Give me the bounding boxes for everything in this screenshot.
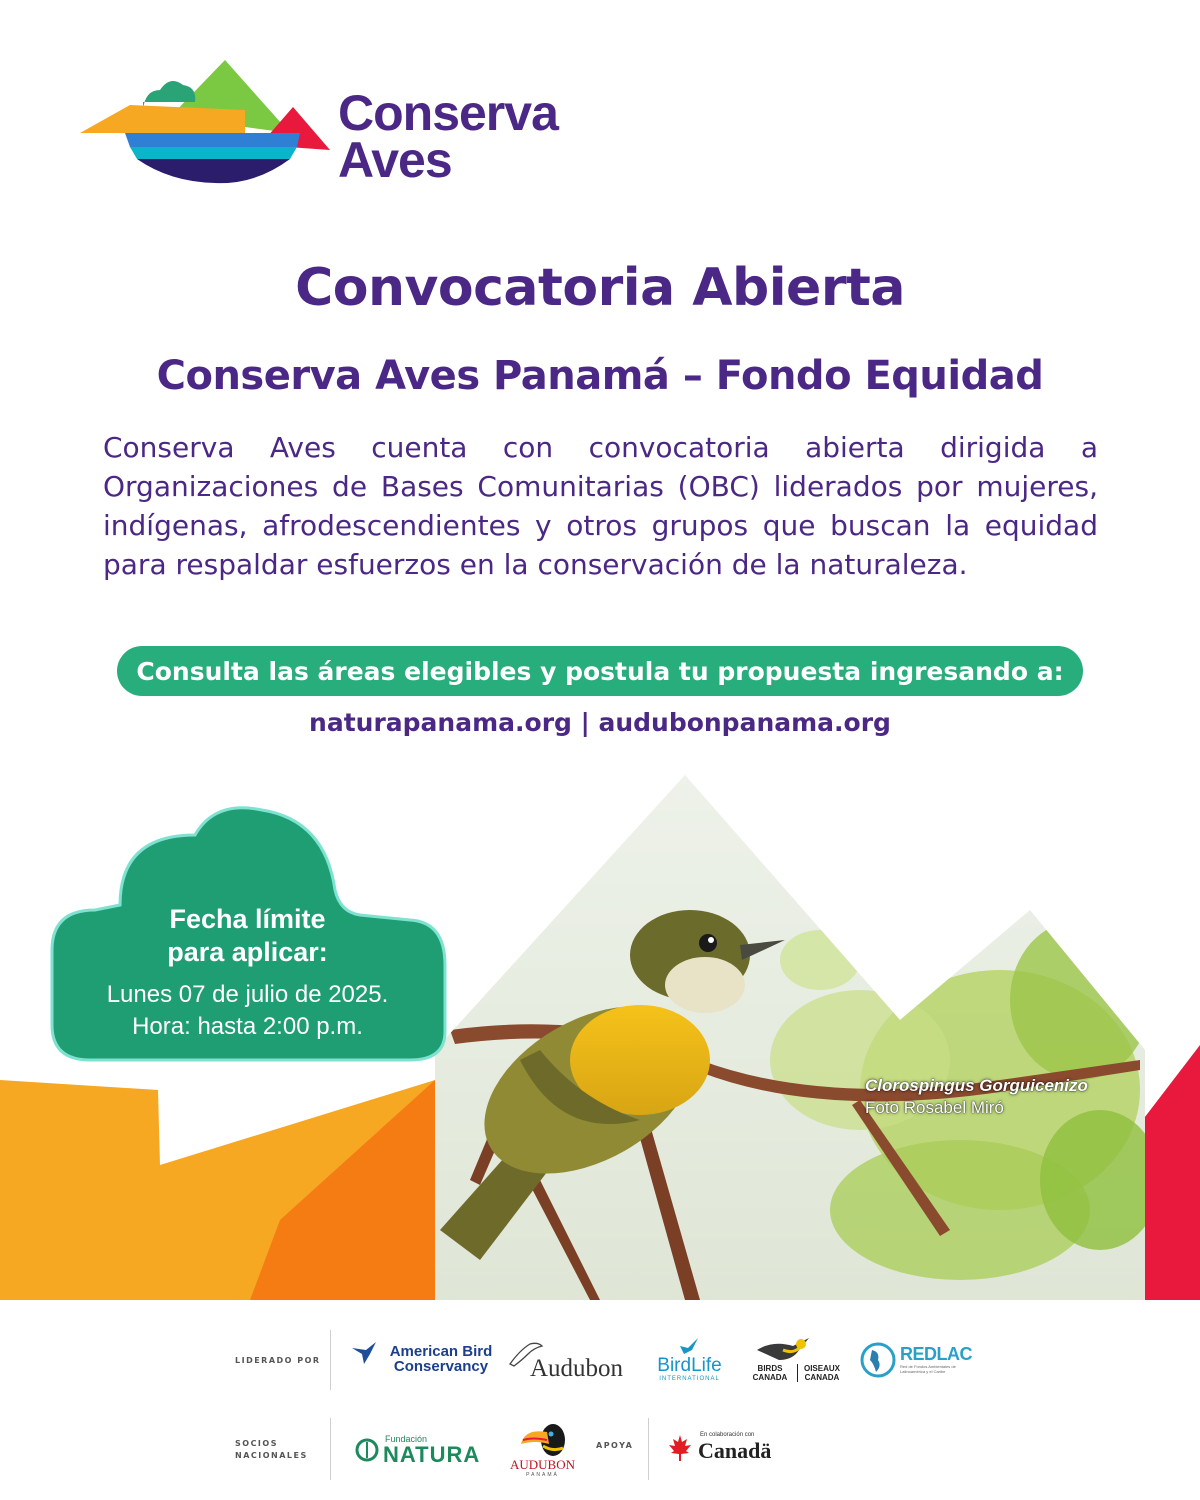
canada-small: En colaboración con — [700, 1432, 755, 1438]
conserva-aves-logo-text — [338, 85, 558, 188]
cta-text: Consulta las áreas elegibles y postula tu propuesta ingresando a: — [136, 656, 1064, 686]
redlac-wordmark: REDLAC — [900, 1344, 972, 1364]
intro-paragraph: Conserva Aves cuenta con convocatoria abierta dirigida a Organizaciones de Bases Comunitarias (OBC) liderados por mujeres, indígenas, afrodescendientes y otros grupos que buscan la equidad para respaldar esfuerzos en la conservación de la naturaleza. — [103, 431, 1098, 581]
page-title: Convocatoria Abierta — [295, 258, 905, 318]
birds-canada-bird-icon — [753, 1336, 813, 1366]
partners-label — [235, 1438, 308, 1462]
photo-species: Clorospingus Gorguicenizo — [865, 1076, 1088, 1095]
oiseaux-canada-1: OISEAUX — [803, 1364, 840, 1373]
birds-canada-logo — [745, 1336, 845, 1386]
audubon-panama-logo — [505, 1420, 580, 1480]
birdlife-sub: INTERNATIONAL — [659, 1376, 720, 1382]
audubon-wordmark: Audubon — [530, 1355, 624, 1382]
deadline-date: Lunes 07 de julio de 2025. — [106, 981, 389, 1008]
maple-leaf-icon — [668, 1434, 692, 1462]
birdlife-logo — [652, 1336, 727, 1382]
abc-bird-icon — [352, 1342, 378, 1364]
abc-line-1: American Bird — [389, 1343, 493, 1360]
redlac-logo — [860, 1342, 975, 1382]
partners-label-2: NACIONALES — [235, 1451, 308, 1460]
page-subtitle: Conserva Aves Panamá – Fondo Equidad — [156, 353, 1044, 399]
abc-line-2: Conservancy — [393, 1358, 489, 1375]
oiseaux-canada-2: CANADA — [804, 1373, 840, 1382]
birds-canada-1: BIRDS — [757, 1364, 783, 1373]
footer-divider-3 — [648, 1418, 649, 1480]
bird-photo — [430, 760, 1160, 1300]
toucan-icon — [519, 1422, 569, 1458]
logo-line-2: Aves — [338, 132, 452, 188]
supports-label: APOYA — [596, 1441, 634, 1450]
led-by-label: LIDERADO POR — [235, 1356, 321, 1365]
natura-small: Fundación — [385, 1434, 428, 1444]
deadline-time: Hora: hasta 2:00 p.m. — [132, 1013, 363, 1040]
conserva-aves-logo-mark — [75, 55, 335, 190]
birdlife-wordmark: BirdLife — [657, 1355, 722, 1376]
audubon-panama-wordmark: AUDUBON — [510, 1457, 575, 1472]
footer-divider — [330, 1330, 331, 1390]
website-links[interactable]: naturapanama.org | audubonpanama.org — [309, 708, 891, 737]
natura-wordmark: NATURA — [383, 1442, 481, 1467]
natura-leaf-icon — [355, 1438, 379, 1462]
deadline-heading-1: Fecha límite — [169, 904, 326, 934]
cta-banner — [117, 646, 1083, 696]
deadline-box — [55, 903, 440, 1043]
canada-logo — [668, 1432, 783, 1472]
redlac-sub: Red de Fondos Ambientales de Latinoamérica y el Caribe — [900, 1364, 956, 1374]
canada-wordmark: Canadä — [698, 1438, 772, 1463]
birdlife-bird-icon — [678, 1336, 702, 1356]
footer-divider-2 — [330, 1418, 331, 1480]
photo-credit: Foto Rosabel Miró — [865, 1098, 1004, 1117]
deadline-heading-2: para aplicar: — [167, 937, 328, 967]
redlac-globe-icon — [860, 1342, 896, 1378]
audubon-panama-sub: PANAMÁ — [526, 1472, 559, 1478]
photo-caption — [865, 1075, 1088, 1119]
birds-canada-2: CANADA — [752, 1373, 788, 1382]
logo-line-1: Conserva — [338, 85, 558, 141]
partners-label-1: SOCIOS — [235, 1439, 278, 1448]
